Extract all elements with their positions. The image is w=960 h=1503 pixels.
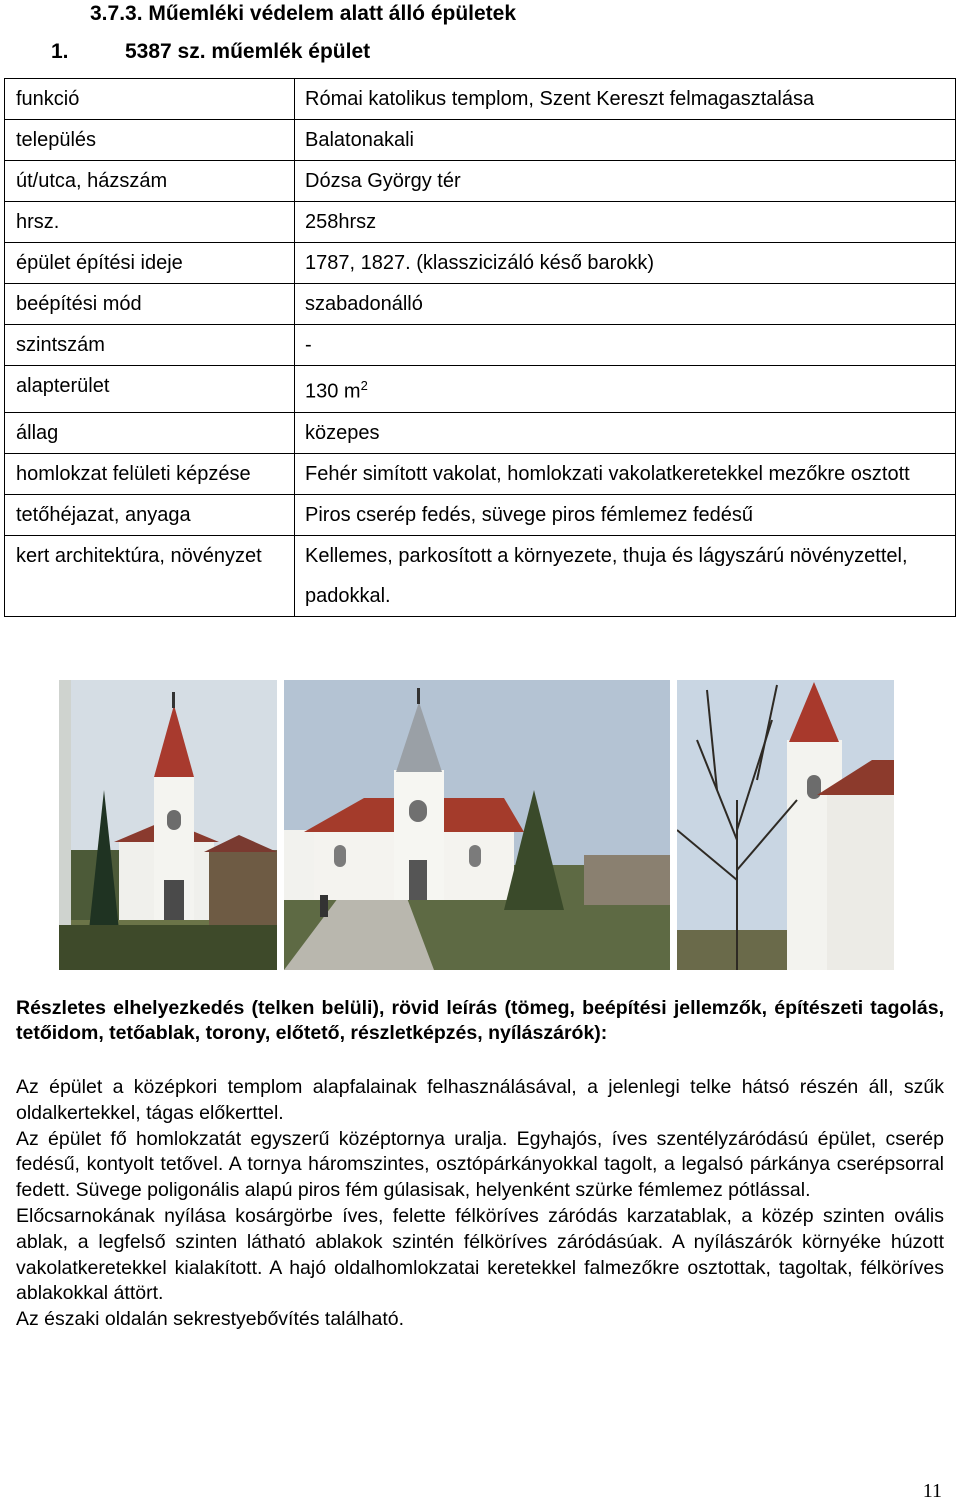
row-value <box>295 453 956 494</box>
row-value-text: szabadonálló <box>305 293 423 315</box>
row-value-text: Piros cserép fedés, süvege piros fémlemez fedésű <box>305 503 753 526</box>
item-title: 5387 sz. műemlék épület <box>125 40 371 63</box>
church-photo-3 <box>677 680 894 970</box>
row-value-text: 258hrsz <box>305 211 377 233</box>
paragraph: Az épület a középkori templom alapfalainak felhasználásával, a jelenlegi telke hátsó részén áll, szűk oldalkertekkel, tágas előkerttel. <box>16 1076 944 1124</box>
table-row <box>5 412 956 453</box>
table-row <box>5 366 956 413</box>
row-value <box>295 284 956 325</box>
description-heading: Részletes elhelyezkedés (telken belüli), rövid leírás (tömeg, beépítési jellemzők, építészeti tagolás, tetőidom, tetőablak, torony, előtető, részletképzés, nyílászárók): <box>16 997 944 1044</box>
table-row <box>5 79 956 120</box>
table-row <box>5 325 956 366</box>
church-photo-1 <box>59 680 277 970</box>
item-number: 1. <box>51 40 69 63</box>
table-row <box>5 535 956 616</box>
row-value-text: 130 m <box>305 380 361 403</box>
table-row <box>5 494 956 535</box>
row-value-text: 1787, 1827. (klasszicizáló késő barokk) <box>305 252 655 274</box>
row-value <box>295 366 956 413</box>
row-label: hrsz. <box>5 202 295 243</box>
row-label: homlokzat felületi képzése <box>5 453 295 494</box>
row-value <box>295 243 956 284</box>
row-value-text: Balatonakali <box>305 129 414 151</box>
paragraph: Az épület fő homlokzatát egyszerű középtornya uralja. Egyhajós, íves szentélyzáródású épület, cserép fedésű, kontyolt tetővel. A tornya háromszintes, osztópárkányokkal tagolt, a legalsó párkánya cserépsorral fedett. Süvege poligonális alapú piros fém gúlasisak, helyenként szürke fémlemez pótlással. <box>16 1127 944 1202</box>
row-value-text: - <box>305 334 312 356</box>
row-label: tetőhéjazat, anyaga <box>5 494 295 535</box>
row-label: kert architektúra, növényzet <box>5 535 295 616</box>
table-row <box>5 243 956 284</box>
monument-info-table <box>4 78 956 617</box>
row-value <box>295 494 956 535</box>
row-label: épület építési ideje <box>5 243 295 284</box>
row-label: beépítési mód <box>5 284 295 325</box>
row-value <box>295 412 956 453</box>
row-value <box>295 202 956 243</box>
table-row <box>5 161 956 202</box>
row-value-text: Római katolikus templom, Szent Kereszt felmagasztalása <box>305 88 815 110</box>
row-label: funkció <box>5 79 295 120</box>
table-row <box>5 284 956 325</box>
row-value <box>295 120 956 161</box>
description-body <box>16 1075 944 1333</box>
row-value-text: közepes <box>305 421 380 444</box>
table-row <box>5 453 956 494</box>
paragraph: Előcsarnokának nyílása kosárgörbe íves, felette félköríves záródás karzatablak, a közép szinten ovális ablak, a legfelső szinten látható ablakok szintén félköríves záródásúak. A nyílászárók környéke húzott vakolatkeretekkel kialakított. A hajó oldalhomlokzatai keretekkel falmezőkre osztottak, tagoltak, félköríves ablakokkal áttört. <box>16 1204 944 1305</box>
table-row <box>5 202 956 243</box>
row-value <box>295 535 956 616</box>
paragraph: Az északi oldalán sekrestyebővítés található. <box>16 1308 405 1331</box>
row-label: út/utca, házszám <box>5 161 295 202</box>
row-value-superscript: 2 <box>360 378 368 393</box>
row-label: állag <box>5 412 295 453</box>
row-label: település <box>5 120 295 161</box>
row-value-text: Dózsa György tér <box>305 170 461 192</box>
row-label: alapterület <box>5 366 295 413</box>
table-row <box>5 120 956 161</box>
church-photo-2 <box>284 680 670 970</box>
row-label: szintszám <box>5 325 295 366</box>
row-value <box>295 325 956 366</box>
section-title: 3.7.3. Műemléki védelem alatt álló épületek <box>90 2 517 25</box>
row-value-text: Kellemes, parkosított a környezete, thuja és lágyszárú növényzettel, padokkal. <box>305 544 908 607</box>
row-value <box>295 161 956 202</box>
row-value <box>295 79 956 120</box>
page-number: 11 <box>922 1480 942 1502</box>
row-value-text: Fehér simított vakolat, homlokzati vakolatkeretekkel mezőkre osztott <box>305 462 910 485</box>
